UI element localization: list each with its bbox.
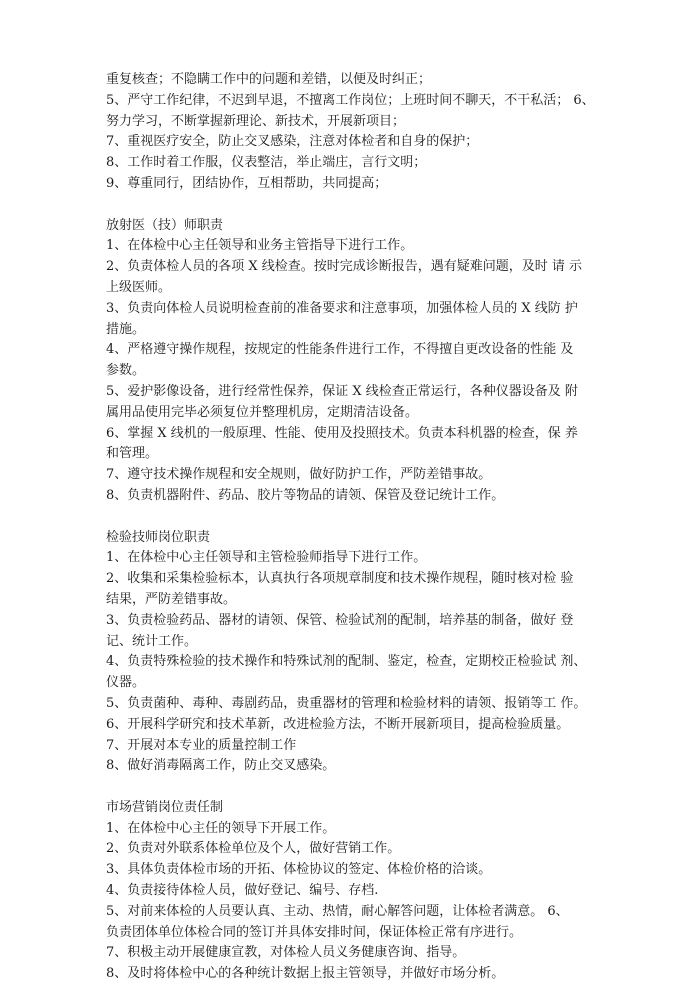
lab-line-6: 4、负责特殊检验的技术操作和特殊试剂的配制、鉴定，检查，定期校正检验试 剂、 [106, 654, 587, 670]
document-page [106, 70, 626, 985]
intro-section [106, 70, 626, 195]
marketing-line-6: 负责团体单位体检合同的签订并具体安排时间，保证体检正常有序进行。 [106, 924, 523, 940]
marketing-section [106, 798, 626, 985]
radiology-line-11: 和管理。 [106, 446, 159, 462]
radiology-line-5: 措施。 [106, 321, 146, 337]
radiology-section [106, 216, 626, 507]
lab-line-4: 3、负责检验药品、器材的请领、保管、检验试剂的配制，培养基的制备，做好 登 [106, 612, 574, 628]
radiology-line-2: 2、负责体检人员的各项 X 线检查。按时完成诊断报告，遇有疑难问题，及时 请 示 [106, 259, 583, 275]
lab-line-3: 结果，严防差错事故。 [106, 591, 237, 607]
lab-line-8: 5、负责菌种、毒种、毒剧药品，贵重器材的管理和检验材料的请领、报销等工 作。 [106, 695, 587, 711]
marketing-line-3: 3、具体负责体检市场的开拓、体检协议的签定、体检价格的洽谈。 [106, 862, 492, 878]
marketing-line-4: 4、负责接待体检人员，做好登记、编号、存档. [106, 883, 379, 899]
radiology-line-12: 7、遵守技术操作规程和安全规则，做好防护工作，严防差错事故。 [106, 467, 492, 483]
radiology-line-9: 属用品使用完毕必须复位并整理机房，定期清洁设备。 [106, 404, 419, 420]
lab-line-5: 记、统计工作。 [106, 633, 198, 649]
radiology-line-7: 参数。 [106, 363, 146, 379]
lab-line-11: 8、做好消毒隔离工作，防止交叉感染。 [106, 758, 336, 774]
marketing-heading: 市场营销岗位责任制 [106, 799, 224, 815]
marketing-line-2: 2、负责对外联系体检单位及个人，做好营销工作。 [106, 841, 401, 857]
intro-line-6: 9、尊重同行，团结协作，互相帮助，共同提高； [106, 175, 388, 191]
lab-heading: 检验技师岗位职责 [106, 529, 211, 545]
lab-line-9: 6、开展科学研究和技术革新，改进检验方法，不断开展新项目，提高检验质量。 [106, 716, 570, 732]
lab-line-2: 2、收集和采集检验标本，认真执行各项规章制度和技术操作规程，随时核对检 验 [106, 571, 574, 587]
radiology-line-3: 上级医师。 [106, 279, 172, 295]
radiology-heading: 放射医（技）师职责 [106, 217, 224, 233]
intro-line-3: 努力学习，不断掌握新理论、新技术，开展新项目； [106, 113, 406, 129]
marketing-line-5: 5、对前来体检的人员要认真、主动、热情，耐心解答问题，让体检者满意。 6、 [106, 903, 569, 919]
lab-line-1: 1、在体检中心主任领导和主管检验师指导下进行工作。 [106, 550, 427, 566]
intro-line-5: 8、工作时着工作服，仪表整洁，举止端庄，言行文明； [106, 155, 427, 171]
lab-line-10: 7、开展对本专业的质量控制工作 [106, 737, 297, 753]
radiology-line-4: 3、负责向体检人员说明检查前的准备要求和注意事项，加强体检人员的 X 线防 护 [106, 300, 578, 316]
intro-line-1: 重复核查；不隐瞒工作中的问题和差错，以便及时纠正； [106, 72, 432, 87]
intro-line-2: 5、严守工作纪律，不迟到早退，不擅离工作岗位；上班时间不聊天，不干私活； 6、 [106, 92, 595, 108]
lab-section [106, 528, 626, 778]
radiology-line-6: 4、严格遵守操作规程，按规定的性能条件进行工作，不得擅自更改设备的性能 及 [106, 342, 574, 358]
marketing-line-1: 1、在体检中心主任的领导下开展工作。 [106, 820, 336, 836]
intro-line-4: 7、重视医疗安全，防止交叉感染，注意对体检者和自身的保护； [106, 134, 479, 150]
radiology-line-8: 5、爱护影像设备，进行经常性保养，保证 X 线检查正常运行，各种仪器设备及 附 [106, 383, 578, 399]
marketing-line-8: 8、及时将体检中心的各种统计数据上报主管领导，并做好市场分析。 [106, 966, 505, 982]
marketing-line-7: 7、积极主动开展健康宣教，对体检人员义务健康咨询、指导。 [106, 945, 466, 961]
radiology-line-13: 8、负责机器附件、药品、胶片等物品的请领、保管及登记统计工作。 [106, 487, 505, 503]
radiology-line-10: 6、掌握 X 线机的一般原理、性能、使用及投照技术。负责本科机器的检查，保 养 [106, 425, 578, 441]
radiology-line-1: 1、在体检中心主任领导和业务主管指导下进行工作。 [106, 238, 414, 254]
lab-line-7: 仪器。 [106, 675, 146, 691]
